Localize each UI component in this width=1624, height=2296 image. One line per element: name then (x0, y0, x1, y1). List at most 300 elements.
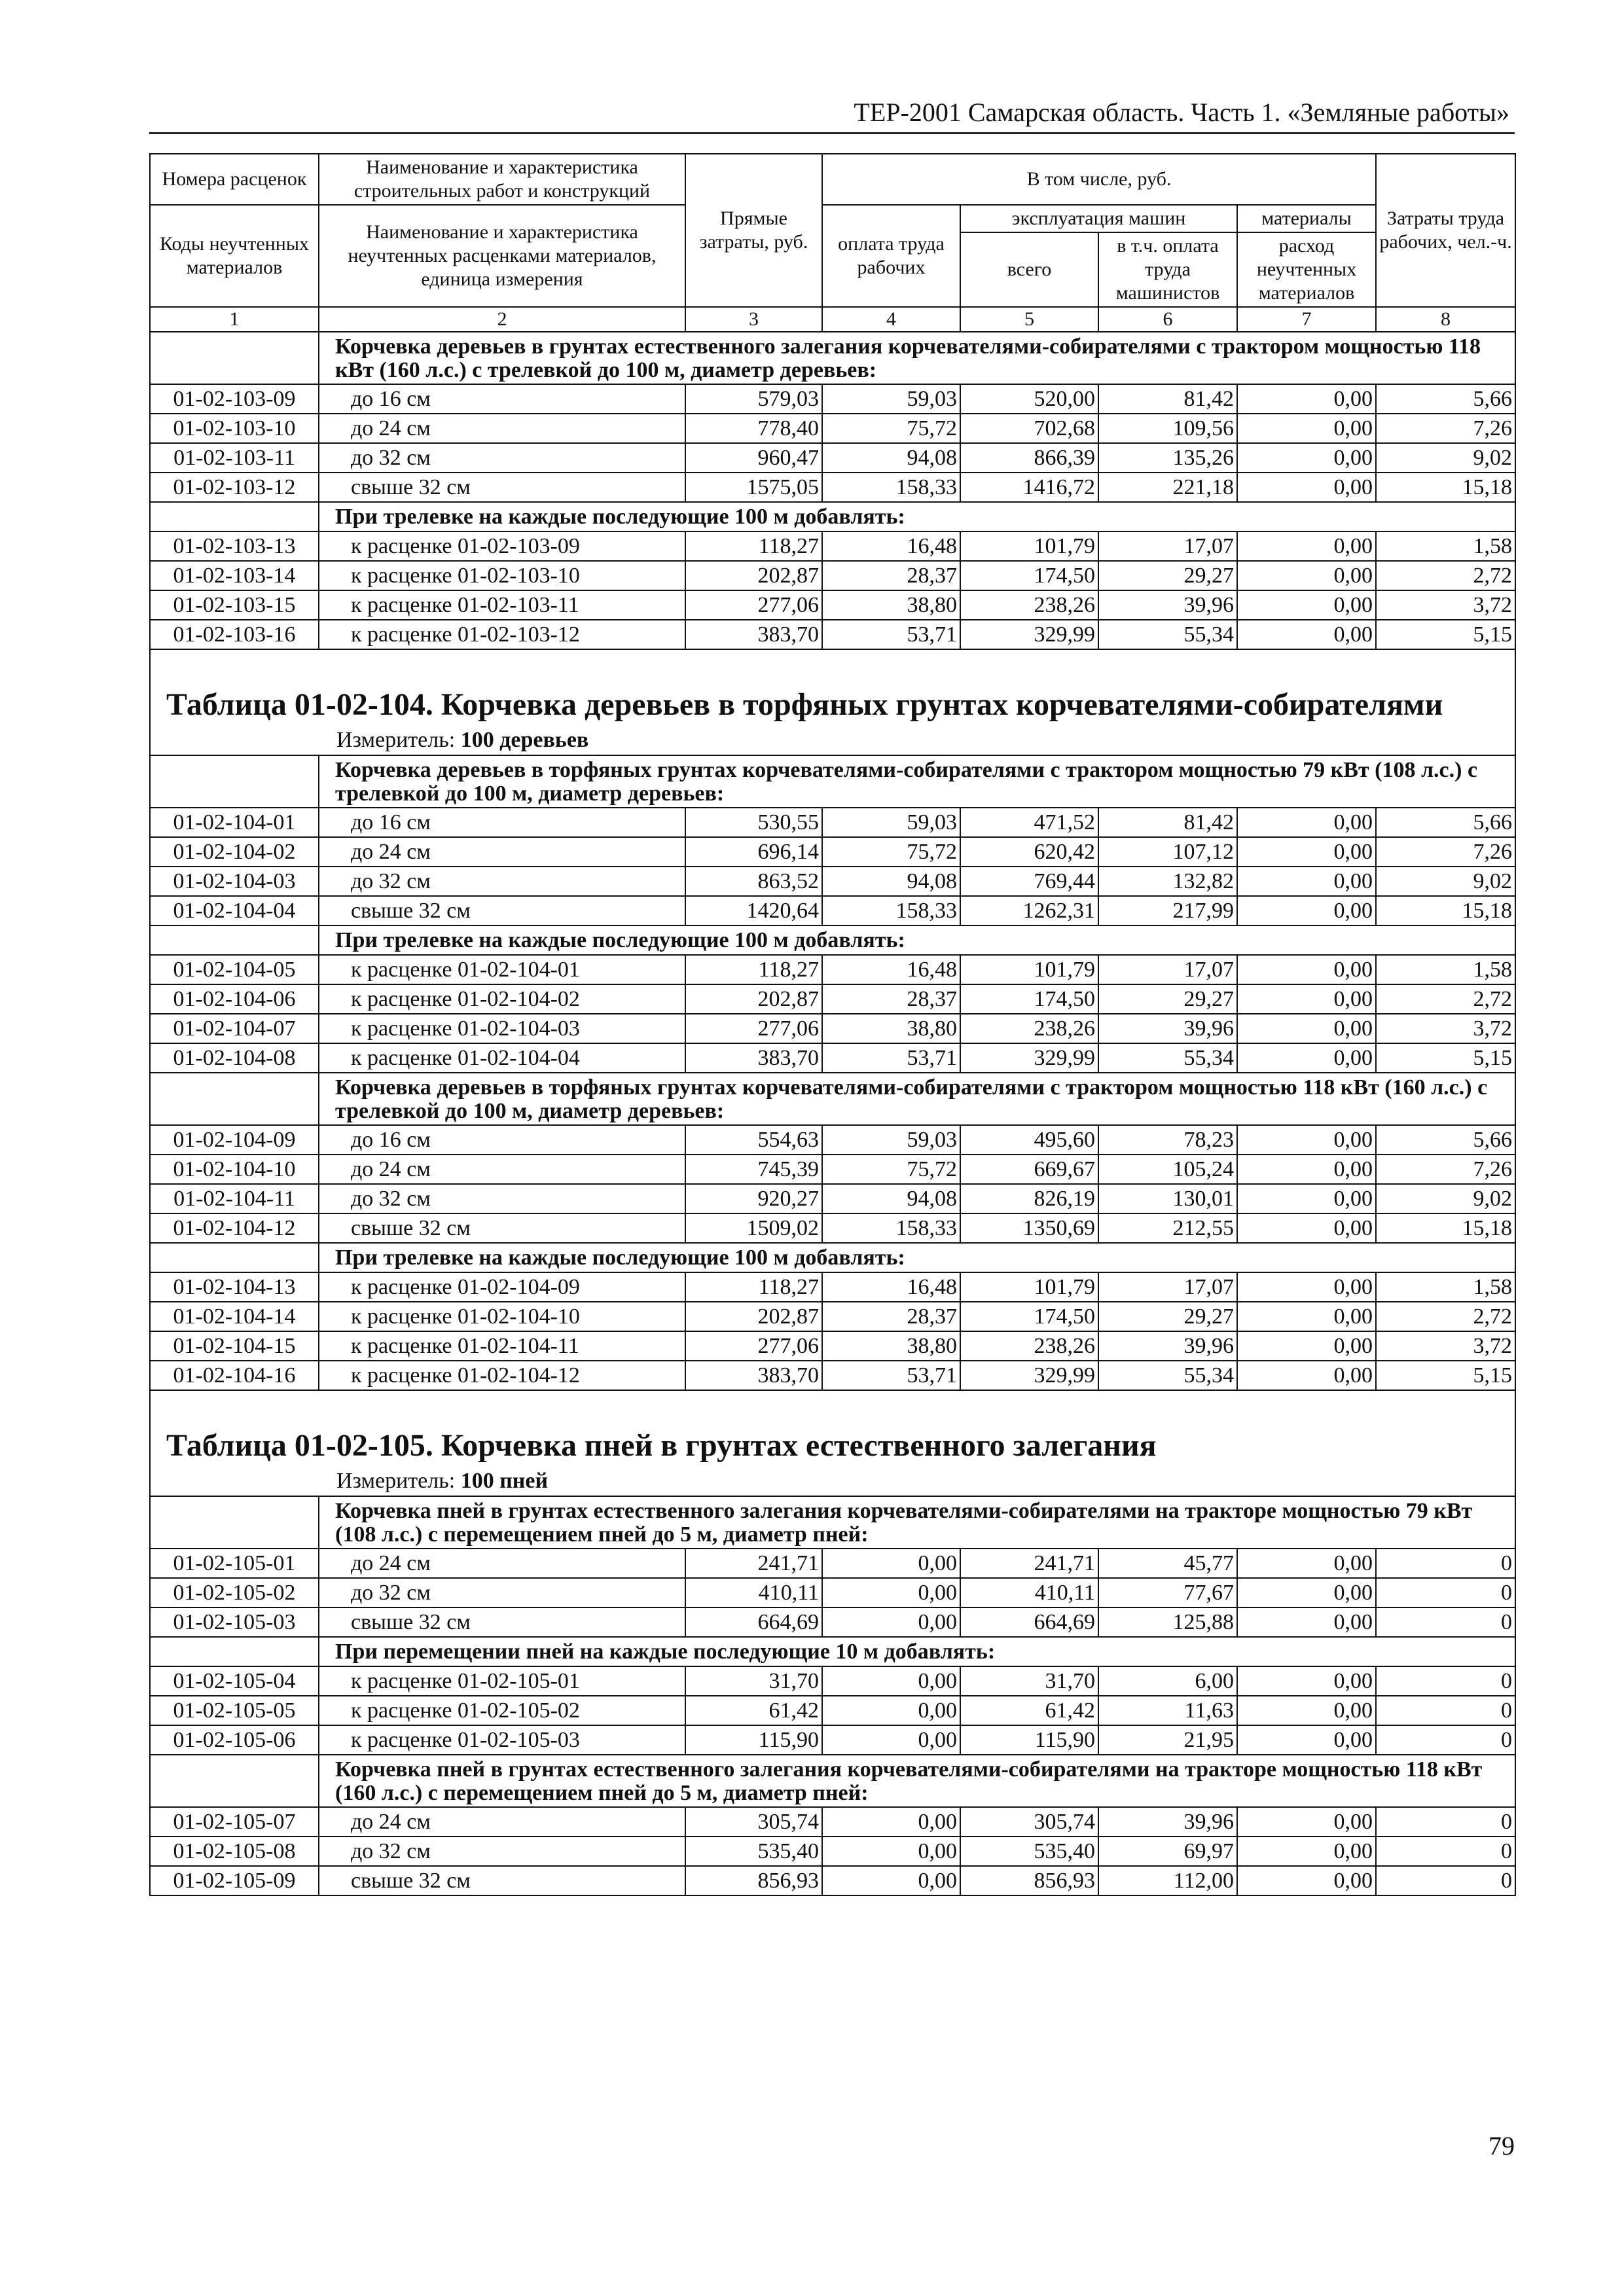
section-row (150, 1637, 1515, 1666)
rate-code: 01-02-105-01 (150, 1549, 319, 1578)
materials: 0,00 (1237, 1361, 1376, 1390)
direct-costs: 856,93 (685, 1866, 822, 1895)
machines-total: 535,40 (960, 1837, 1098, 1866)
rate-code: 01-02-104-01 (150, 808, 319, 837)
rate-code: 01-02-104-02 (150, 837, 319, 867)
rate-code: 01-02-104-13 (150, 1272, 319, 1302)
table-row (150, 1184, 1515, 1213)
machinists-pay: 17,07 (1098, 1272, 1237, 1302)
direct-costs: 383,70 (685, 1043, 822, 1073)
section-heading: При перемещении пней на каждые последующие 10 м добавлять: (319, 1637, 1515, 1666)
machines-total: 174,50 (960, 1302, 1098, 1331)
labor-hours: 5,66 (1376, 384, 1515, 414)
direct-costs: 1509,02 (685, 1213, 822, 1243)
machinists-pay: 39,96 (1098, 1014, 1237, 1043)
table-row (150, 1578, 1515, 1607)
rate-code: 01-02-103-13 (150, 531, 319, 561)
section-heading: При трелевке на каждые последующие 100 м добавлять: (319, 925, 1515, 955)
materials: 0,00 (1237, 867, 1376, 896)
section-heading: Корчевка пней в грунтах естественного залегания корчевателями-собирателями на тракторе мощностью 118 кВт (160 л.с.) с перемещением пней до 5 м, диаметр пней: (319, 1755, 1515, 1807)
section-row (150, 502, 1515, 531)
rate-code: 01-02-104-06 (150, 984, 319, 1014)
labor-hours: 1,58 (1376, 955, 1515, 984)
direct-costs: 1575,05 (685, 473, 822, 502)
materials: 0,00 (1237, 1184, 1376, 1213)
rate-code: 01-02-104-11 (150, 1184, 319, 1213)
worker-pay: 94,08 (822, 443, 960, 473)
rate-code: 01-02-103-14 (150, 561, 319, 590)
labor-hours: 0 (1376, 1666, 1515, 1696)
section-heading: Корчевка деревьев в торфяных грунтах корчевателями-собирателями с трактором мощностью 79 кВт (108 л.с.) с трелевкой до 100 м, диаметр деревьев: (319, 755, 1515, 808)
rate-code: 01-02-104-05 (150, 955, 319, 984)
work-description: до 16 см (319, 384, 685, 414)
worker-pay: 94,08 (822, 867, 960, 896)
direct-costs: 960,47 (685, 443, 822, 473)
direct-costs: 863,52 (685, 867, 822, 896)
rate-code: 01-02-104-08 (150, 1043, 319, 1073)
worker-pay: 38,80 (822, 1014, 960, 1043)
table-row (150, 590, 1515, 620)
direct-costs: 579,03 (685, 384, 822, 414)
labor-hours: 0 (1376, 1578, 1515, 1607)
labor-hours: 1,58 (1376, 531, 1515, 561)
work-description: свыше 32 см (319, 473, 685, 502)
col-direct-costs: Прямые затраты, руб. (685, 154, 822, 307)
materials: 0,00 (1237, 1549, 1376, 1578)
machinists-pay: 45,77 (1098, 1549, 1237, 1578)
rate-code: 01-02-103-09 (150, 384, 319, 414)
direct-costs: 202,87 (685, 561, 822, 590)
materials: 0,00 (1237, 1696, 1376, 1725)
labor-hours: 0 (1376, 1549, 1515, 1578)
worker-pay: 94,08 (822, 1184, 960, 1213)
direct-costs: 554,63 (685, 1125, 822, 1155)
machines-total: 329,99 (960, 1043, 1098, 1073)
machines-total: 238,26 (960, 590, 1098, 620)
work-description: к расценке 01-02-104-09 (319, 1272, 685, 1302)
rate-code: 01-02-103-12 (150, 473, 319, 502)
section-blank (150, 1637, 319, 1666)
machinists-pay: 6,00 (1098, 1666, 1237, 1696)
table-row (150, 1155, 1515, 1184)
machines-total: 61,42 (960, 1696, 1098, 1725)
machines-total: 410,11 (960, 1578, 1098, 1607)
table-row (150, 384, 1515, 414)
rate-code: 01-02-104-04 (150, 896, 319, 925)
machines-total: 174,50 (960, 561, 1098, 590)
worker-pay: 0,00 (822, 1807, 960, 1837)
rate-code: 01-02-103-15 (150, 590, 319, 620)
rate-code: 01-02-105-03 (150, 1607, 319, 1637)
col-worker-pay: оплата труда рабочих (822, 205, 960, 307)
worker-pay: 38,80 (822, 1331, 960, 1361)
section-row (150, 925, 1515, 955)
materials: 0,00 (1237, 1014, 1376, 1043)
materials: 0,00 (1237, 1866, 1376, 1895)
table-row (150, 473, 1515, 502)
gap-row (150, 1390, 1515, 1425)
measure-unit-label: Измеритель: (336, 728, 456, 752)
machinists-pay: 39,96 (1098, 1807, 1237, 1837)
measure-unit-label: Измеритель: (336, 1469, 456, 1493)
machines-total: 866,39 (960, 443, 1098, 473)
table-row (150, 1361, 1515, 1390)
machines-total: 702,68 (960, 414, 1098, 443)
worker-pay: 28,37 (822, 984, 960, 1014)
worker-pay: 28,37 (822, 561, 960, 590)
materials: 0,00 (1237, 1837, 1376, 1866)
col-group-machines: эксплуатация машин (960, 205, 1237, 232)
labor-hours: 0 (1376, 1607, 1515, 1637)
machines-total: 101,79 (960, 531, 1098, 561)
direct-costs: 61,42 (685, 1696, 822, 1725)
work-description: к расценке 01-02-104-01 (319, 955, 685, 984)
labor-hours: 7,26 (1376, 837, 1515, 867)
materials: 0,00 (1237, 620, 1376, 649)
machinists-pay: 29,27 (1098, 1302, 1237, 1331)
machines-total: 238,26 (960, 1331, 1098, 1361)
table-header (150, 154, 1515, 332)
machines-total: 620,42 (960, 837, 1098, 867)
machinists-pay: 17,07 (1098, 531, 1237, 561)
table-row (150, 1607, 1515, 1637)
col-labor-hours: Затраты труда рабочих, чел.-ч. (1376, 154, 1515, 307)
rate-code: 01-02-105-08 (150, 1837, 319, 1866)
table-row (150, 561, 1515, 590)
measure-unit-value: 100 пней (460, 1469, 549, 1493)
direct-costs: 383,70 (685, 1361, 822, 1390)
table-row (150, 837, 1515, 867)
worker-pay: 158,33 (822, 473, 960, 502)
machinists-pay: 11,63 (1098, 1696, 1237, 1725)
work-description: к расценке 01-02-104-11 (319, 1331, 685, 1361)
work-description: к расценке 01-02-105-02 (319, 1696, 685, 1725)
materials: 0,00 (1237, 1272, 1376, 1302)
direct-costs: 664,69 (685, 1607, 822, 1637)
table-row (150, 1272, 1515, 1302)
rates-table (149, 153, 1516, 1896)
machines-total: 115,90 (960, 1725, 1098, 1755)
column-index: 7 (1237, 307, 1376, 332)
col-group-materials: материалы (1237, 205, 1376, 232)
machinists-pay: 21,95 (1098, 1725, 1237, 1755)
rate-code: 01-02-104-15 (150, 1331, 319, 1361)
table-row (150, 1666, 1515, 1696)
machines-total: 1350,69 (960, 1213, 1098, 1243)
direct-costs: 920,27 (685, 1184, 822, 1213)
direct-costs: 696,14 (685, 837, 822, 867)
spacer (150, 649, 1515, 684)
direct-costs: 118,27 (685, 531, 822, 561)
worker-pay: 0,00 (822, 1549, 960, 1578)
column-index: 3 (685, 307, 822, 332)
machinists-pay: 78,23 (1098, 1125, 1237, 1155)
column-index: 6 (1098, 307, 1237, 332)
rate-code: 01-02-105-09 (150, 1866, 319, 1895)
machines-total: 238,26 (960, 1014, 1098, 1043)
table-body (150, 332, 1515, 1895)
direct-costs: 202,87 (685, 1302, 822, 1331)
section-blank (150, 925, 319, 955)
labor-hours: 0 (1376, 1837, 1515, 1866)
machines-total: 305,74 (960, 1807, 1098, 1837)
gap-row (150, 649, 1515, 684)
materials: 0,00 (1237, 896, 1376, 925)
section-blank (150, 1496, 319, 1549)
worker-pay: 0,00 (822, 1666, 960, 1696)
machines-total: 1262,31 (960, 896, 1098, 925)
table-row (150, 1331, 1515, 1361)
rate-code: 01-02-103-11 (150, 443, 319, 473)
labor-hours: 9,02 (1376, 1184, 1515, 1213)
rate-code: 01-02-104-07 (150, 1014, 319, 1043)
rate-code: 01-02-105-07 (150, 1807, 319, 1837)
machines-total: 31,70 (960, 1666, 1098, 1696)
rate-code: 01-02-104-12 (150, 1213, 319, 1243)
document-body (149, 153, 1515, 1896)
work-description: к расценке 01-02-104-03 (319, 1014, 685, 1043)
materials: 0,00 (1237, 808, 1376, 837)
rate-code: 01-02-105-05 (150, 1696, 319, 1725)
worker-pay: 75,72 (822, 414, 960, 443)
column-index: 8 (1376, 307, 1515, 332)
table-row (150, 867, 1515, 896)
labor-hours: 0 (1376, 1725, 1515, 1755)
labor-hours: 3,72 (1376, 1014, 1515, 1043)
worker-pay: 59,03 (822, 1125, 960, 1155)
labor-hours: 7,26 (1376, 1155, 1515, 1184)
column-index: 1 (150, 307, 319, 332)
work-description: свыше 32 см (319, 896, 685, 925)
labor-hours: 5,15 (1376, 1361, 1515, 1390)
materials: 0,00 (1237, 984, 1376, 1014)
machinists-pay: 135,26 (1098, 443, 1237, 473)
machinists-pay: 221,18 (1098, 473, 1237, 502)
machinists-pay: 130,01 (1098, 1184, 1237, 1213)
rate-code: 01-02-104-10 (150, 1155, 319, 1184)
worker-pay: 0,00 (822, 1837, 960, 1866)
worker-pay: 53,71 (822, 620, 960, 649)
worker-pay: 53,71 (822, 1361, 960, 1390)
labor-hours: 1,58 (1376, 1272, 1515, 1302)
labor-hours: 2,72 (1376, 561, 1515, 590)
machines-total: 101,79 (960, 1272, 1098, 1302)
worker-pay: 158,33 (822, 896, 960, 925)
table-row (150, 808, 1515, 837)
direct-costs: 778,40 (685, 414, 822, 443)
labor-hours: 15,18 (1376, 473, 1515, 502)
labor-hours: 3,72 (1376, 1331, 1515, 1361)
unit-row (150, 1467, 1515, 1496)
worker-pay: 16,48 (822, 531, 960, 561)
labor-hours: 0 (1376, 1866, 1515, 1895)
labor-hours: 5,66 (1376, 808, 1515, 837)
machines-total: 495,60 (960, 1125, 1098, 1155)
section-blank (150, 1755, 319, 1807)
work-description: к расценке 01-02-103-11 (319, 590, 685, 620)
worker-pay: 38,80 (822, 590, 960, 620)
machinists-pay: 125,88 (1098, 1607, 1237, 1637)
materials: 0,00 (1237, 414, 1376, 443)
col-work-name: Наименование и характеристика строительных работ и конструкций (319, 154, 685, 205)
materials: 0,00 (1237, 531, 1376, 561)
worker-pay: 59,03 (822, 808, 960, 837)
worker-pay: 158,33 (822, 1213, 960, 1243)
page-header (149, 97, 1515, 134)
machinists-pay: 17,07 (1098, 955, 1237, 984)
materials: 0,00 (1237, 1807, 1376, 1837)
rate-code: 01-02-105-02 (150, 1578, 319, 1607)
labor-hours: 0 (1376, 1696, 1515, 1725)
col-machinists-pay: в т.ч. оплата труда машинистов (1098, 232, 1237, 307)
work-description: свыше 32 см (319, 1607, 685, 1637)
work-description: до 32 см (319, 867, 685, 896)
worker-pay: 0,00 (822, 1578, 960, 1607)
direct-costs: 118,27 (685, 955, 822, 984)
rate-code: 01-02-105-04 (150, 1666, 319, 1696)
section-heading: При трелевке на каждые последующие 100 м добавлять: (319, 1243, 1515, 1272)
rate-code: 01-02-105-06 (150, 1725, 319, 1755)
work-description: к расценке 01-02-104-10 (319, 1302, 685, 1331)
table-row (150, 620, 1515, 649)
col-group-including: В том числе, руб. (822, 154, 1376, 205)
machinists-pay: 107,12 (1098, 837, 1237, 867)
materials: 0,00 (1237, 1607, 1376, 1637)
table-row (150, 1837, 1515, 1866)
worker-pay: 53,71 (822, 1043, 960, 1073)
direct-costs: 277,06 (685, 1331, 822, 1361)
machinists-pay: 39,96 (1098, 590, 1237, 620)
section-row (150, 1755, 1515, 1807)
machinists-pay: 39,96 (1098, 1331, 1237, 1361)
materials: 0,00 (1237, 1155, 1376, 1184)
machines-total: 329,99 (960, 1361, 1098, 1390)
worker-pay: 75,72 (822, 837, 960, 867)
materials: 0,00 (1237, 1666, 1376, 1696)
section-row (150, 755, 1515, 808)
work-description: до 32 см (319, 1184, 685, 1213)
machinists-pay: 55,34 (1098, 1361, 1237, 1390)
machinists-pay: 55,34 (1098, 1043, 1237, 1073)
machines-total: 329,99 (960, 620, 1098, 649)
machines-total: 101,79 (960, 955, 1098, 984)
machines-total: 856,93 (960, 1866, 1098, 1895)
work-description: к расценке 01-02-105-01 (319, 1666, 685, 1696)
machinists-pay: 69,97 (1098, 1837, 1237, 1866)
work-description: свыше 32 см (319, 1213, 685, 1243)
work-description: к расценке 01-02-104-12 (319, 1361, 685, 1390)
materials: 0,00 (1237, 1578, 1376, 1607)
machinists-pay: 112,00 (1098, 1866, 1237, 1895)
work-description: до 32 см (319, 1578, 685, 1607)
materials: 0,00 (1237, 1302, 1376, 1331)
table-row (150, 1866, 1515, 1895)
direct-costs: 383,70 (685, 620, 822, 649)
machines-total: 769,44 (960, 867, 1098, 896)
labor-hours: 3,72 (1376, 590, 1515, 620)
work-description: до 16 см (319, 1125, 685, 1155)
table-row (150, 896, 1515, 925)
direct-costs: 530,55 (685, 808, 822, 837)
work-description: до 24 см (319, 1807, 685, 1837)
spacer (150, 1390, 1515, 1425)
materials: 0,00 (1237, 1125, 1376, 1155)
worker-pay: 75,72 (822, 1155, 960, 1184)
labor-hours: 5,15 (1376, 1043, 1515, 1073)
col-rate-numbers: Номера расценок (150, 154, 319, 205)
table-row (150, 1125, 1515, 1155)
rate-code: 01-02-104-09 (150, 1125, 319, 1155)
machines-total: 669,67 (960, 1155, 1098, 1184)
worker-pay: 16,48 (822, 1272, 960, 1302)
direct-costs: 115,90 (685, 1725, 822, 1755)
table-row (150, 955, 1515, 984)
machines-total: 1416,72 (960, 473, 1098, 502)
labor-hours: 9,02 (1376, 443, 1515, 473)
table-title-row (150, 684, 1515, 726)
table-row (150, 1807, 1515, 1837)
labor-hours: 2,72 (1376, 1302, 1515, 1331)
labor-hours: 5,66 (1376, 1125, 1515, 1155)
col-material-names: Наименование и характеристика неучтенных расценками материалов, единица измерения (319, 205, 685, 307)
worker-pay: 0,00 (822, 1696, 960, 1725)
materials: 0,00 (1237, 1725, 1376, 1755)
labor-hours: 15,18 (1376, 896, 1515, 925)
measure-unit-value: 100 деревьев (460, 728, 589, 752)
work-description: до 24 см (319, 414, 685, 443)
work-description: до 32 см (319, 443, 685, 473)
materials: 0,00 (1237, 473, 1376, 502)
worker-pay: 16,48 (822, 955, 960, 984)
table-row (150, 1043, 1515, 1073)
machines-total: 241,71 (960, 1549, 1098, 1578)
machinists-pay: 109,56 (1098, 414, 1237, 443)
direct-costs: 118,27 (685, 1272, 822, 1302)
direct-costs: 202,87 (685, 984, 822, 1014)
rate-code: 01-02-103-16 (150, 620, 319, 649)
table-row (150, 1549, 1515, 1578)
work-description: к расценке 01-02-104-02 (319, 984, 685, 1014)
direct-costs: 277,06 (685, 590, 822, 620)
machines-total: 471,52 (960, 808, 1098, 837)
column-index: 4 (822, 307, 960, 332)
column-index: 5 (960, 307, 1098, 332)
rate-code: 01-02-104-14 (150, 1302, 319, 1331)
work-description: к расценке 01-02-103-10 (319, 561, 685, 590)
section-blank (150, 755, 319, 808)
machinists-pay: 29,27 (1098, 984, 1237, 1014)
worker-pay: 28,37 (822, 1302, 960, 1331)
materials: 0,00 (1237, 1331, 1376, 1361)
work-description: к расценке 01-02-103-12 (319, 620, 685, 649)
materials: 0,00 (1237, 1043, 1376, 1073)
work-description: к расценке 01-02-103-09 (319, 531, 685, 561)
work-description: свыше 32 см (319, 1866, 685, 1895)
column-index-row (150, 307, 1515, 332)
table-row (150, 1696, 1515, 1725)
materials: 0,00 (1237, 561, 1376, 590)
worker-pay: 0,00 (822, 1725, 960, 1755)
table-row (150, 1302, 1515, 1331)
direct-costs: 241,71 (685, 1549, 822, 1578)
machines-total: 664,69 (960, 1607, 1098, 1637)
direct-costs: 535,40 (685, 1837, 822, 1866)
materials: 0,00 (1237, 443, 1376, 473)
machinists-pay: 77,67 (1098, 1578, 1237, 1607)
work-description: к расценке 01-02-105-03 (319, 1725, 685, 1755)
work-description: до 16 см (319, 808, 685, 837)
direct-costs: 31,70 (685, 1666, 822, 1696)
